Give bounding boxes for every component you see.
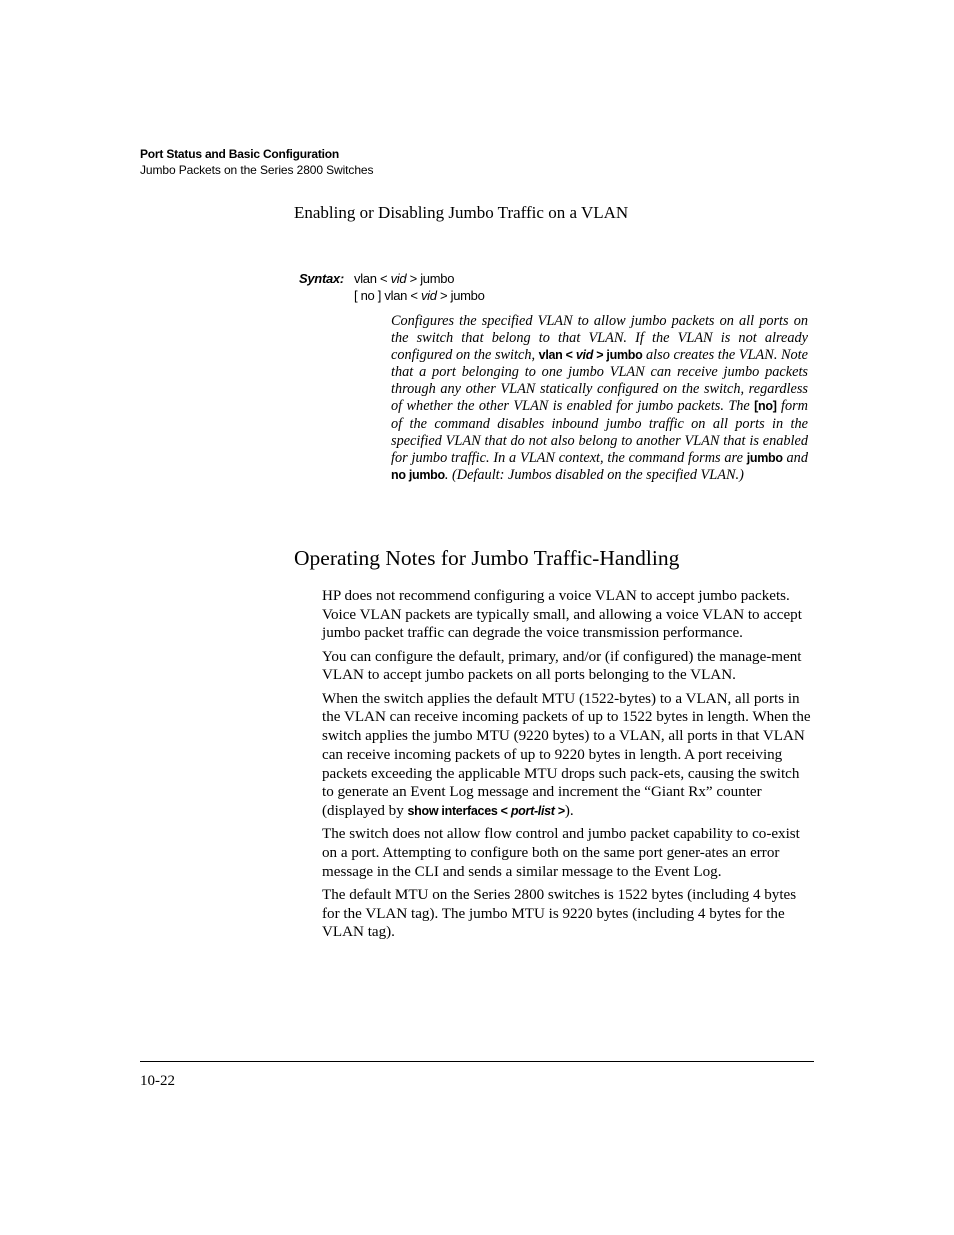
command-description [391,313,808,484]
description-text: and [782,449,808,466]
inline-command-param: vid [575,348,594,363]
note-paragraph: The switch does not allow flow control and jumbo packet capability to co-exist on a port. Attempting to configure both on the same port gener-ates an error message in the CLI and sends a similar message to the Event Log. [322,826,800,880]
inline-command-param: port-list [510,803,555,818]
running-header-section: Jumbo Packets on the Series 2800 Switches [140,163,374,177]
syntax-text: [ no ] vlan < [354,288,421,303]
inline-command: jumbo [746,450,783,465]
description-text: form of the command disables inbound jumbo traffic on all ports in the specified VLAN that do not also belong to another VLAN that is enabled for jumbo traffic. In a VLAN context, the command forms are [391,398,808,466]
note-paragraph [322,690,814,821]
description-text: also creates the VLAN. Note that a port belonging to one jumbo VLAN can receive jumbo packets through any other VLAN statically configured on the switch, regardless of whether the other VLAN is enabled for jumbo packets. The [391,347,808,415]
inline-command [408,804,565,818]
inline-command-text: show interfaces < [407,803,511,818]
footer-rule [140,1061,814,1062]
subheading: Enabling or Disabling Jumbo Traffic on a VLAN [294,203,629,222]
inline-command [539,348,643,362]
note-text: When the switch applies the default MTU (1522-bytes) to a VLAN, all ports in the VLAN can receive incoming packets of up to 1522 bytes in length. When the switch applies the jumbo MTU (9220 bytes) to a VLAN, all ports in that VLAN can receive incoming packets of up to 9220 bytes in length. A port receiving packets exceeding the applicable MTU drops such pack-ets, causing the switch to generate an Event Log message and increment the “Giant Rx” counter (displayed by [322,690,811,819]
syntax-text: > jumbo [436,288,485,303]
section-heading: Operating Notes for Jumbo Traffic-Handling [294,546,680,570]
inline-command-text: > jumbo [593,348,643,363]
syntax-text: vlan < [354,271,391,286]
inline-command: [no] [754,399,777,414]
syntax-param: vid [390,271,407,286]
syntax-line-1 [354,271,454,286]
note-text: ). [564,802,574,819]
note-paragraph: The default MTU on the Series 2800 switches is 1522 bytes (including 4 bytes for the VLAN tag). The jumbo MTU is 9220 bytes (including 4 bytes for the VLAN tag). [322,886,797,941]
note-paragraph: You can configure the default, primary, and/or (if configured) the manage-ment VLAN to accept jumbo packets on all ports belonging to the VLAN. [322,648,802,684]
description-text: . (Default: Jumbos disabled on the specified VLAN.) [444,466,744,483]
note-paragraph: HP does not recommend configuring a voice VLAN to accept jumbo packets. Voice VLAN packets are typically small, and allowing a voice VLAN to accept jumbo packet traffic can degrade the voice transmission performance. [322,588,802,642]
syntax-label: Syntax: [299,271,344,286]
inline-command-text: > [554,803,565,818]
inline-command: no jumbo [391,467,445,482]
operating-notes [322,587,814,947]
syntax-param: vid [420,288,437,303]
page-number: 10-22 [140,1073,175,1089]
syntax-text: > jumbo [406,271,455,286]
inline-command-text: vlan < [538,348,576,363]
syntax-line-2 [354,288,485,303]
running-header-chapter: Port Status and Basic Configuration [140,147,340,161]
description-text: Configures the specified VLAN to allow jumbo packets on all ports on the switch that belong to that VLAN. If the VLAN is not already configured on the switch, [391,313,808,364]
